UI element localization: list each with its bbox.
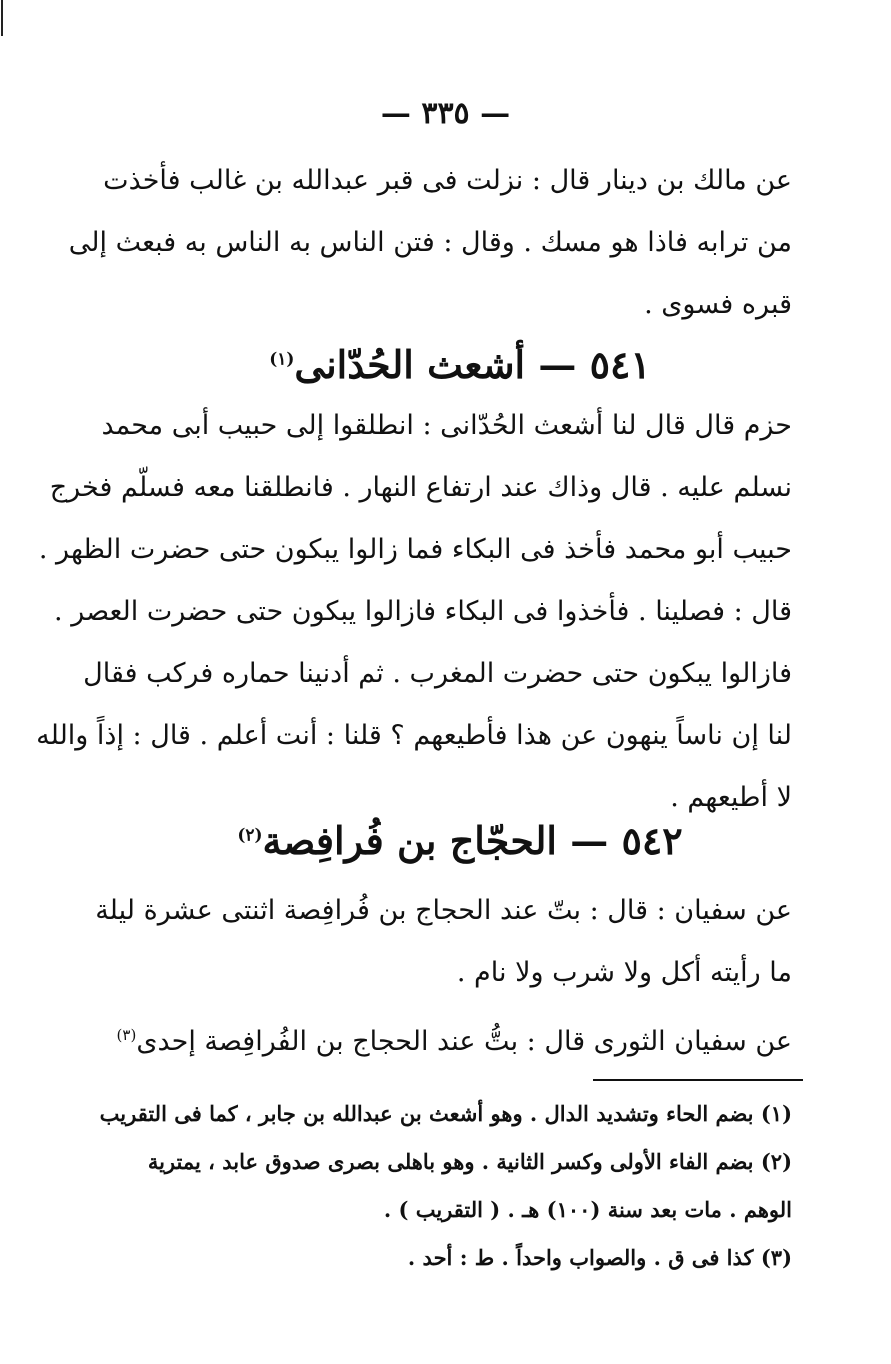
text-line: قال : فصلينا . فأخذوا فى البكاء فازالوا يبكون حتى حضرت العصر . — [54, 596, 792, 627]
footnote-ref: (٣) — [116, 1026, 137, 1044]
text-line: عن سفيان : قال : بتّ عند الحجاج بن فُرافِصة اثنتى عشرة ليلة — [95, 895, 792, 926]
section-heading-541 — [128, 342, 792, 387]
footnote-line: (٢) بضم الفاء الأولى وكسر الثانية . وهو باهلى بصرى صدوق عابد ، يمترية — [147, 1149, 792, 1174]
text-line: لنا إن ناساً ينهون عن هذا فأطيعهم ؟ قلنا : أنت أعلم . قال : إذاً والله — [36, 720, 792, 751]
section-heading-542 — [128, 818, 792, 863]
heading-title: ٥٤٢ — الحجّاج بن فُرافِصة — [262, 818, 683, 863]
text-line: عن مالك بن دينار قال : نزلت فى قبر عبدالله بن غالب فأخذت — [103, 165, 792, 196]
text-line: فازالوا يبكون حتى حضرت المغرب . ثم أدنينا حماره فركب فقال — [83, 658, 792, 689]
text-line: من ترابه فاذا هو مسك . وقال : فتن الناس به الناس به فبعث إلى — [68, 227, 792, 258]
section-542-body — [95, 880, 792, 1073]
footnote-line: (٣) كذا فى ق . والصواب واحداً . ط : أحد . — [407, 1245, 792, 1270]
text-line: نسلم عليه . قال وذاك عند ارتفاع النهار . فانطلقنا معه فسلّم فخرج — [49, 472, 792, 503]
scan-edge-mark — [1, 0, 3, 36]
footnote-line: (١) بضم الحاء وتشديد الدال . وهو أشعث بن عبدالله بن جابر ، كما فى التقريب — [99, 1101, 792, 1126]
text-line: حزم قال قال لنا أشعث الحُدّانى : انطلقوا إلى حبيب أبى محمد — [101, 410, 792, 441]
footnote-line: الوهم . مات بعد سنة (١٠٠) هـ . ( التقريب ) . — [383, 1197, 792, 1222]
text-line: لا أطيعهم . — [670, 782, 792, 813]
footnote-ref: (٢) — [237, 825, 263, 846]
page-number: — ٣٣٥ — — [380, 96, 511, 131]
footnotes — [99, 1090, 792, 1282]
intro-paragraph — [68, 150, 792, 336]
section-541-body — [36, 395, 792, 829]
text-line-content: عن سفيان الثورى قال : بتُّ عند الحجاج بن الفُرافِصة إحدى — [136, 1026, 792, 1057]
text-line — [116, 1004, 792, 1073]
text-line: ما رأيته أكل ولا شرب ولا نام . — [456, 957, 792, 988]
footnote-separator — [593, 1079, 803, 1081]
heading-title: ٥٤١ — أشعث الحُدّانى — [294, 342, 651, 387]
text-line: قبره فسوى . — [644, 289, 792, 320]
footnote-ref: (١) — [269, 349, 295, 370]
text-line: حبيب أبو محمد فأخذ فى البكاء فما زالوا يبكون حتى حضرت الظهر . — [38, 534, 792, 565]
